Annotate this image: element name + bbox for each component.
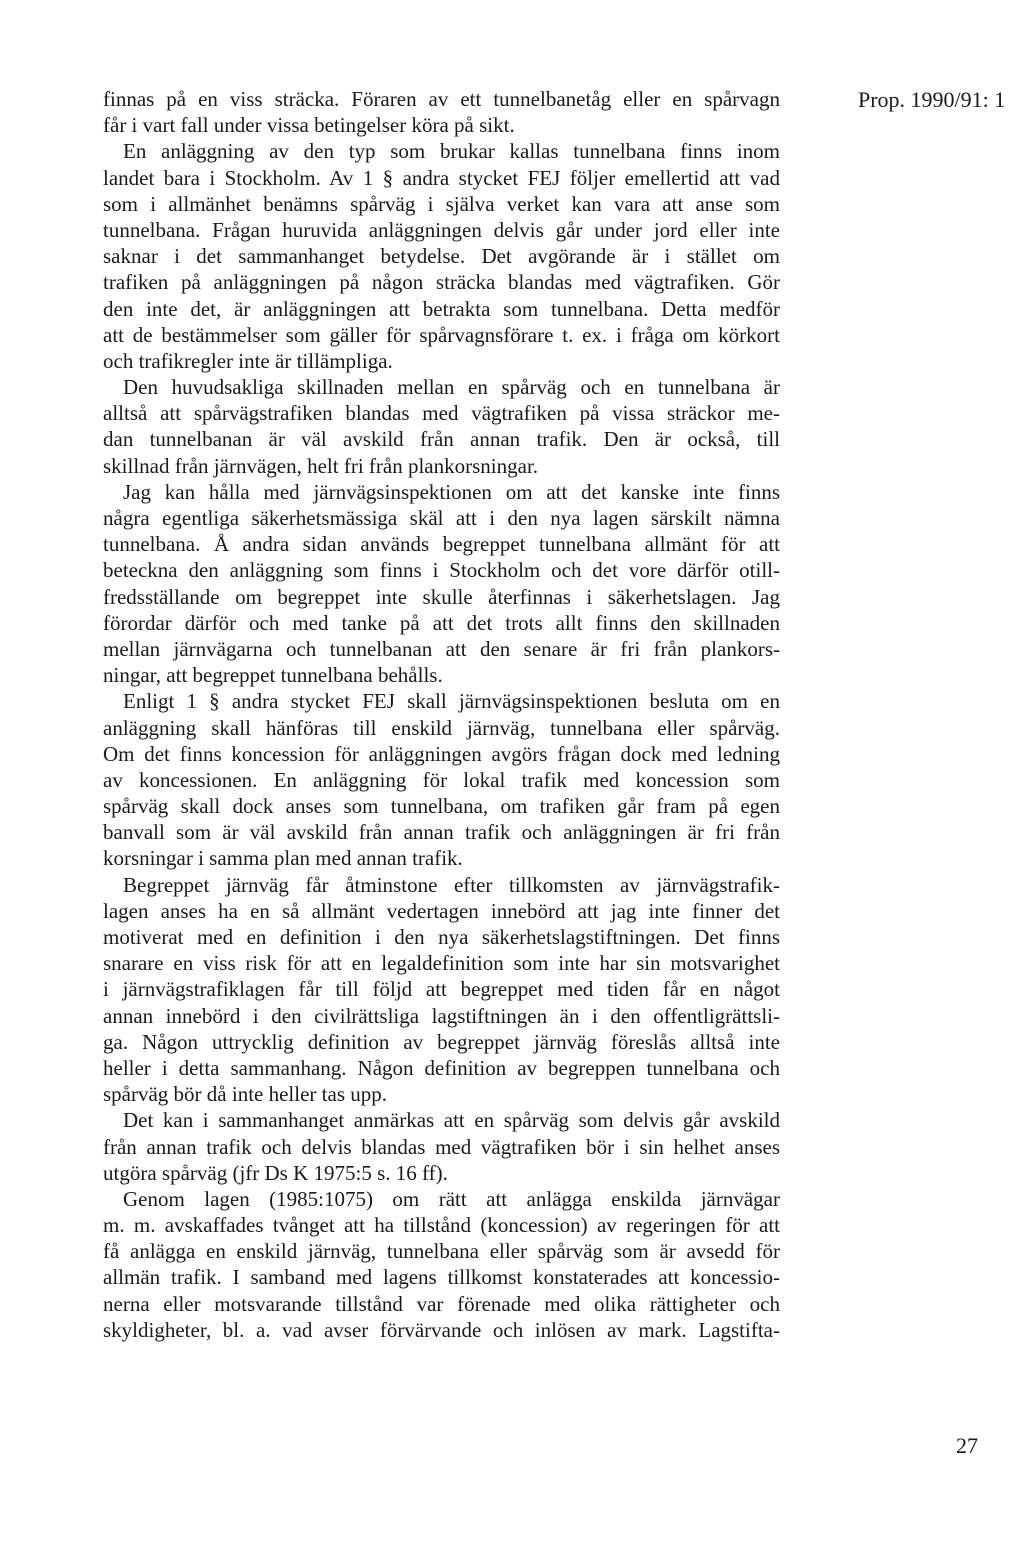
text-line: skyldigheter, bl. a. vad avser förvärvande och inlösen av mark. Lagstifta- — [103, 1317, 780, 1342]
text-line: snarare en viss risk för att en legaldefinition som inte har sin motsvarighet — [103, 951, 780, 976]
page-number: 27 — [956, 1433, 978, 1458]
text-line: utgöra spårväg (jfr Ds K 1975:5 s. 16 ff). — [103, 1160, 448, 1185]
text-line: den inte det, är anläggningen att betrakta som tunnelbana. Detta medför — [103, 296, 780, 321]
text-line: annan innebörd i den civilrättsliga lagstiftningen än i den offentligrättsli- — [103, 1003, 780, 1028]
text-line: Det kan i sammanhanget anmärkas att en spårväg som delvis går avskild — [123, 1108, 780, 1133]
text-line: skillnad från järnvägen, helt fri från plankorsningar. — [103, 453, 539, 478]
text-line: anläggning skall hänföras till enskild järnväg, tunnelbana eller spårväg. — [103, 715, 780, 740]
text-line: och trafikregler inte är tillämpliga. — [103, 348, 393, 373]
text-line: banvall som är väl avskild från annan trafik och anläggningen är fri från — [103, 820, 780, 845]
text-line: Den huvudsakliga skillnaden mellan en spårväg och en tunnelbana är — [123, 375, 780, 400]
text-line: korsningar i samma plan med annan trafik. — [103, 846, 463, 871]
text-line: ga. Någon uttrycklig definition av begreppet järnväg föreslås alltså inte — [103, 1029, 780, 1054]
text-line: beteckna den anläggning som finns i Stockholm och det vore därför otill- — [103, 558, 780, 583]
text-line: får i vart fall under vissa betingelser köra på sikt. — [103, 113, 515, 138]
text-line: som i allmänhet benämns spårväg i själva verket kan vara att anse som — [103, 191, 780, 216]
text-line: tunnelbana. Å andra sidan används begreppet tunnelbana allmänt för att — [103, 532, 780, 557]
text-line: motiverat med en definition i den nya säkerhetslagstiftningen. Det finns — [103, 925, 780, 949]
text-line: i järnvägstrafiklagen får till följd att begreppet med tiden får en något — [103, 977, 780, 1002]
body-text — [103, 86, 780, 1343]
text-line: ningar, att begreppet tunnelbana behålls. — [103, 663, 443, 688]
text-line: några egentliga säkerhetsmässiga skäl att i den nya lagen särskilt nämna — [103, 506, 780, 530]
text-line: alltså att spårvägstrafiken blandas med vägtrafiken på vissa sträckor me- — [103, 401, 780, 426]
text-line: att de bestämmelser som gäller för spårvagnsförare t. ex. i fråga om körkort — [103, 322, 780, 347]
text-line: spårväg bör då inte heller tas upp. — [103, 1082, 387, 1107]
text-line: En anläggning av den typ som brukar kallas tunnelbana finns inom — [123, 139, 780, 164]
text-line: saknar i det sammanhanget betydelse. Det avgörande är i stället om — [103, 244, 780, 269]
text-line: få anlägga en enskild järnväg, tunnelbana eller spårväg som är avsedd för — [103, 1239, 780, 1264]
text-line: av koncessionen. En anläggning för lokal trafik med koncession som — [103, 767, 780, 792]
text-line: lagen anses ha en så allmänt vedertagen innebörd att jag inte finner det — [103, 898, 780, 923]
text-line: heller i detta sammanhang. Någon definition av begreppen tunnelbana och — [103, 1055, 780, 1080]
text-line: dan tunnelbanan är väl avskild från annan trafik. Den är också, till — [103, 427, 780, 452]
text-line: Genom lagen (1985:1075) om rätt att anlägga enskilda järnvägar — [123, 1186, 780, 1211]
text-line: förordar därför och med tanke på att det trots allt finns den skillnaden — [103, 610, 780, 635]
text-line: Jag kan hålla med järnvägsinspektionen om att det kanske inte finns — [123, 479, 780, 504]
text-line: Enligt 1 § andra stycket FEJ skall järnvägsinspektionen besluta om en — [123, 689, 780, 714]
text-line: finnas på en viss sträcka. Föraren av ett tunnelbanetåg eller en spårvagn — [103, 87, 780, 111]
text-line: m. m. avskaffades tvånget att ha tillstånd (koncession) av regeringen för att — [103, 1213, 780, 1238]
text-line: trafiken på anläggningen på någon sträcka blandas med vägtrafiken. Gör — [103, 270, 780, 295]
text-line: spårväg skall dock anses som tunnelbana, om trafiken går fram på egen — [103, 794, 780, 819]
text-line: Om det finns koncession för anläggningen avgörs frågan dock med ledning — [103, 741, 780, 766]
text-line: mellan järnvägarna och tunnelbanan att den senare är fri från plankors- — [103, 636, 780, 661]
text-line: allmän trafik. I samband med lagens tillkomst konstaterades att koncessio- — [103, 1265, 780, 1290]
text-line: landet bara i Stockholm. Av 1 § andra stycket FEJ följer emellertid att vad — [103, 165, 780, 190]
text-line: nerna eller motsvarande tillstånd var förenade med olika rättigheter och — [103, 1291, 780, 1316]
text-line: Begreppet järnväg får åtminstone efter tillkomsten av järnvägstrafik- — [123, 872, 780, 897]
text-line: tunnelbana. Frågan huruvida anläggningen delvis går under jord eller inte — [103, 217, 780, 242]
text-line: från annan trafik och delvis blandas med vägtrafiken bör i sin helhet anses — [103, 1134, 780, 1159]
text-line: fredsställande om begreppet inte skulle återfinnas i säkerhetslagen. Jag — [103, 584, 780, 609]
document-reference: Prop. 1990/91: 1 — [858, 87, 1006, 112]
